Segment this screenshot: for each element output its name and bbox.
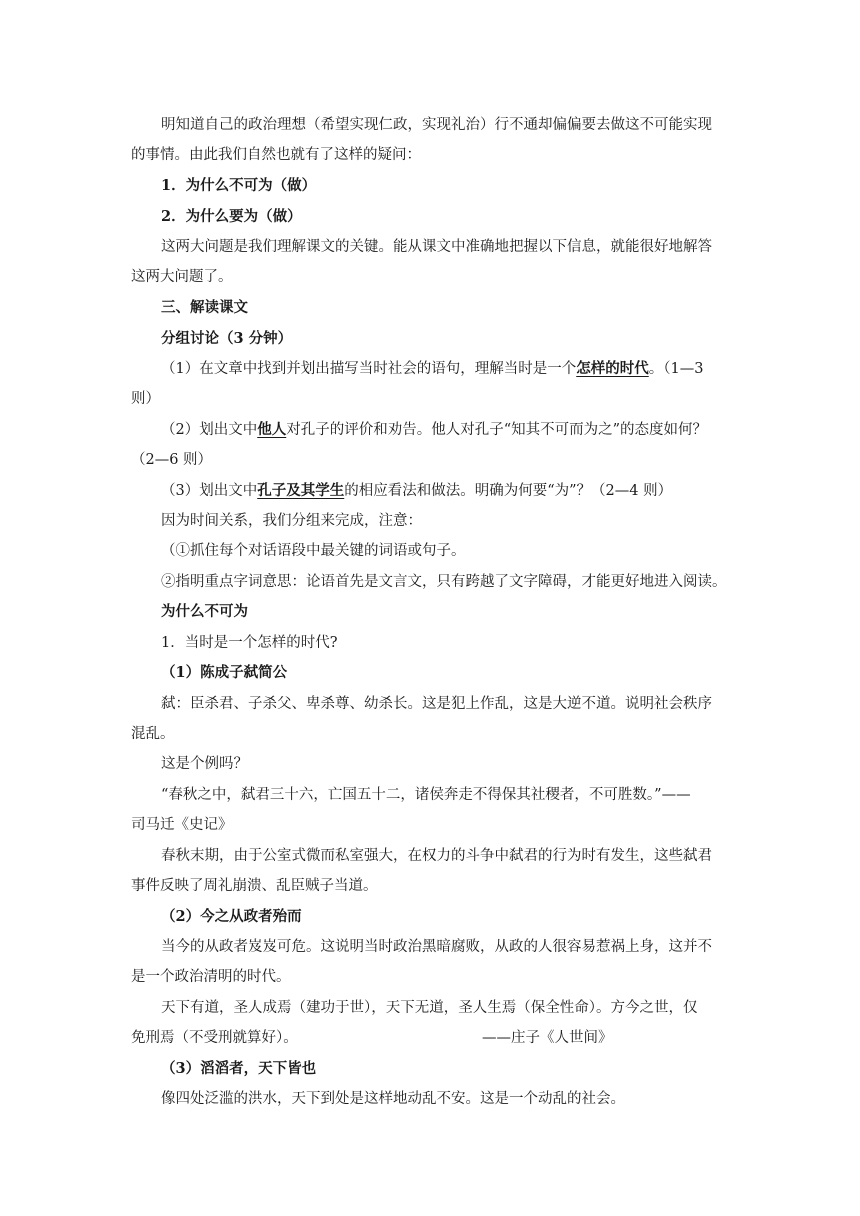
task-text: （2）划出文中 <box>161 422 258 438</box>
quotation-line: 免刑焉（不受刑就算好）。 <box>131 1030 298 1046</box>
paragraph-line: 这两大问题了。 <box>131 269 233 285</box>
quotation-line: “春秋之中，弑君三十六，亡国五十二，诸侯奔走不得保其社稷者，不可胜数。”—— <box>161 787 691 803</box>
paragraph-line: 是一个政治清明的时代。 <box>131 969 291 985</box>
task-item <box>161 359 731 379</box>
section-heading: 为什么不可为 <box>161 603 248 620</box>
paragraph-line: 明知道自己的政治理想（希望实现仁政，实现礼治）行不通却偏偏要去做这不可能实现 <box>161 117 712 133</box>
paragraph-line: 这两大问题是我们理解课文的关键。能从课文中准确地把握以下信息，就能很好地解答 <box>161 239 712 255</box>
task-item <box>161 420 731 440</box>
note-item: ②指明重点字词意思：论语首先是文言文，只有跨越了文字障碍，才能更好地进入阅读。 <box>161 574 727 590</box>
underlined-keyword: 他人 <box>257 421 287 438</box>
question-heading: 1．为什么不可为（做） <box>161 177 317 194</box>
paragraph-line: 因为时间关系，我们分组来完成，注意： <box>161 513 422 529</box>
task-text: （3）划出文中 <box>161 483 258 499</box>
section-heading: 三、解读课文 <box>161 299 248 316</box>
quotation-source: ——庄子《人世间》 <box>482 1030 613 1046</box>
task-text: 。（1—3 <box>648 361 704 377</box>
question-heading: 1．当时是一个怎样的时代? <box>161 635 338 651</box>
underlined-keyword: 孔子及其学生 <box>257 482 345 499</box>
paragraph-line: 当今的从政者岌岌可危。这说明当时政治黑暗腐败，从政的人很容易惹祸上身，这并不 <box>161 939 712 955</box>
paragraph-line: 像四处泛滥的洪水，天下到处是这样地动乱不安。这是一个动乱的社会。 <box>161 1091 625 1107</box>
underlined-keyword: 怎样的时代 <box>576 360 649 377</box>
subsection-heading: 分组讨论（3 分钟） <box>161 330 293 347</box>
task-text: 的相应看法和做法。明确为何要“为”？（2—4 则） <box>344 483 673 499</box>
question-heading: 2．为什么要为（做） <box>161 208 302 225</box>
paragraph-line: （2—6 则） <box>131 452 213 468</box>
paragraph-line: 弑：臣杀君、子杀父、卑杀尊、幼杀长。这是犯上作乱，这是大逆不道。说明社会秩序 <box>161 696 712 712</box>
paragraph-line: 春秋末期，由于公室式微而私室强大，在权力的斗争中弑君的行为时有发生，这些弑君 <box>161 848 712 864</box>
task-text: （1）在文章中找到并划出描写当时社会的语句，理解当时是一个 <box>161 361 577 377</box>
task-item <box>161 481 731 501</box>
subsection-heading: （3）滔滔者，天下皆也 <box>161 1060 317 1077</box>
paragraph-line: 则） <box>131 391 160 407</box>
note-item: （①抓住每个对话语段中最关键的词语或句子。 <box>161 543 466 559</box>
task-text: 对孔子的评价和劝告。他人对孔子“知其不可而为之”的态度如何？ <box>286 422 708 438</box>
subsection-heading: （1）陈成子弑简公 <box>161 664 288 681</box>
paragraph-line: 这是个例吗？ <box>161 756 248 772</box>
quotation-line: 天下有道，圣人成焉（建功于世），天下无道，圣人生焉（保全性命）。方今之世，仅 <box>161 1000 698 1016</box>
paragraph-line: 混乱。 <box>131 726 175 742</box>
quotation-source: 司马迁《史记》 <box>131 817 233 833</box>
paragraph-line: 事件反映了周礼崩溃、乱臣贼子当道。 <box>131 878 378 894</box>
paragraph-line: 的事情。由此我们自然也就有了这样的疑问： <box>131 147 421 163</box>
subsection-heading: （2）今之从政者殆而 <box>161 908 302 925</box>
